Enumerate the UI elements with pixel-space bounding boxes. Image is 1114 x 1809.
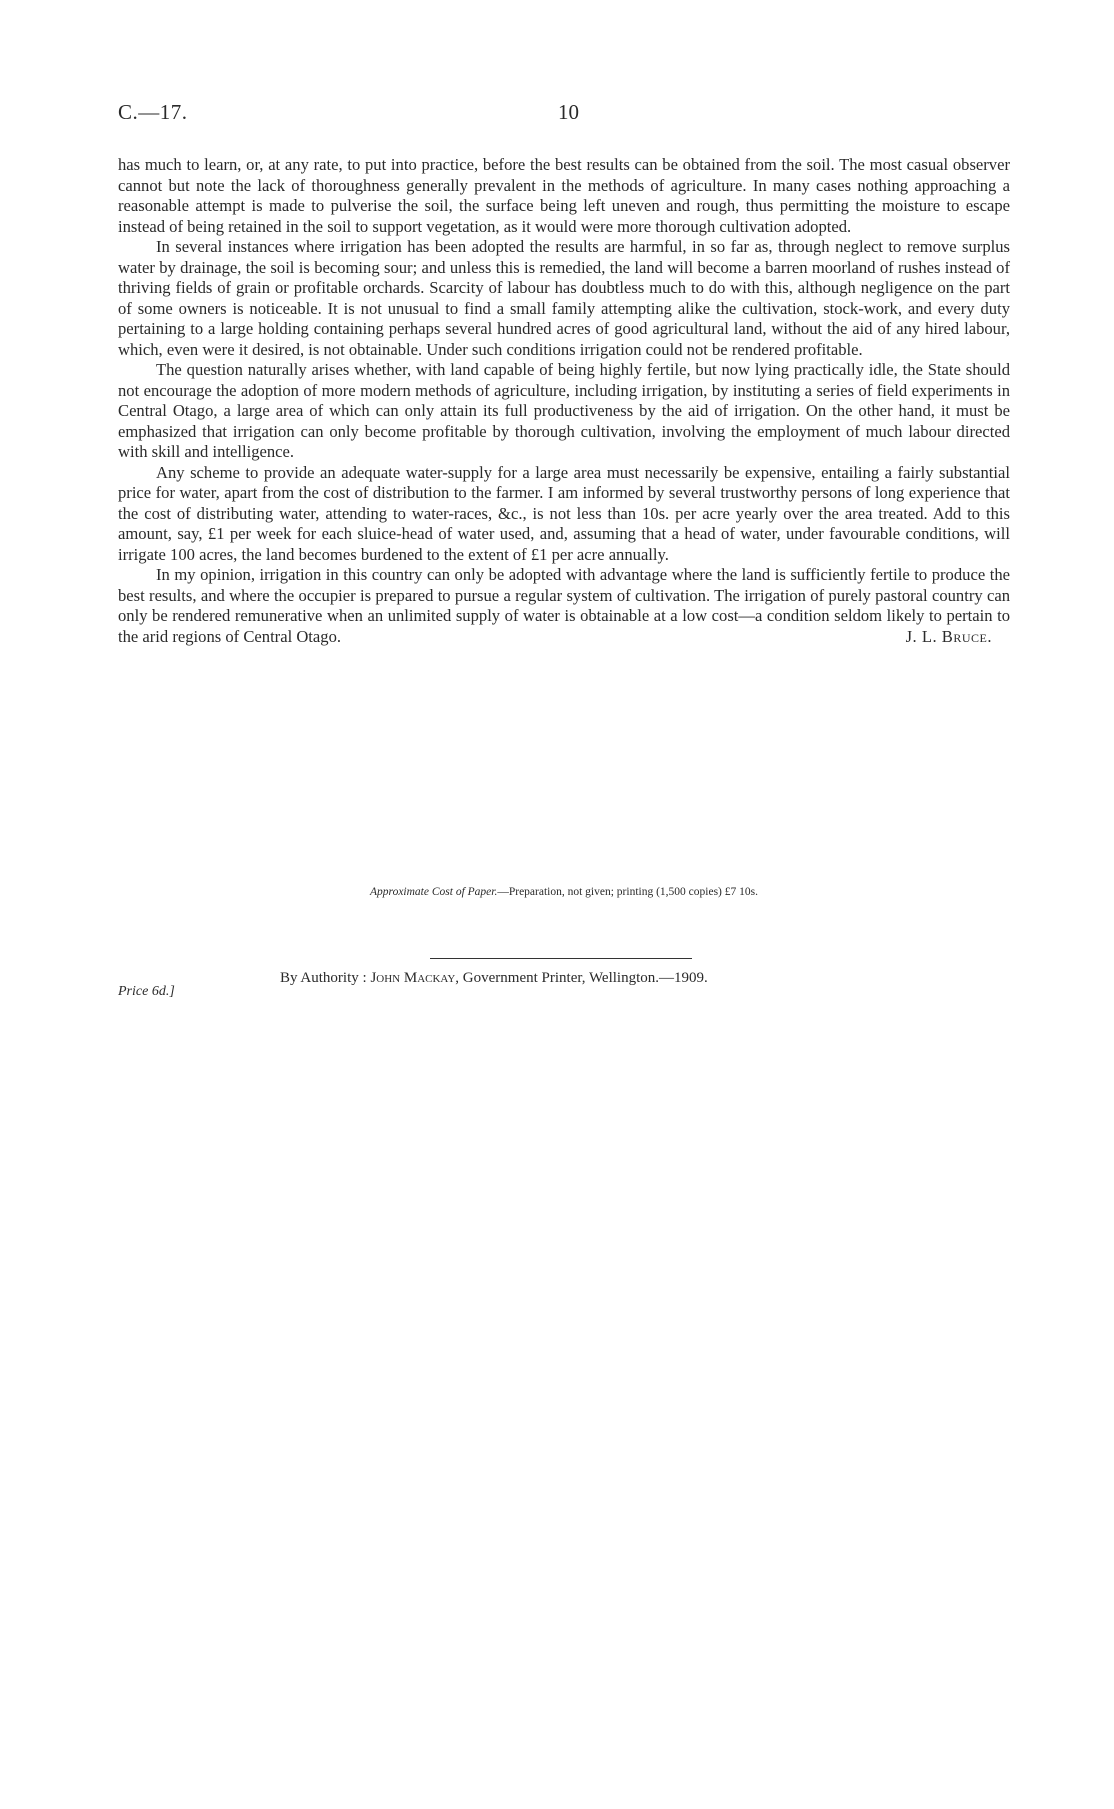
paragraph-5-text: In my opinion, irrigation in this country can only be adopted with advantage where the land is sufficiently fertile to produce the best results, and where the occupier is prepared to pursue a regular system of cultivation. The irrigation of purely pastoral country can only be rendered remunerative when an unlimited supply of water is obtainable at a low cost—a condition seldom likely to pertain to the arid regions of Central Otago. (118, 565, 1010, 646)
authority-prefix: By Authority : (280, 970, 367, 986)
paragraph-3: The question naturally arises whether, with land capable of being highly fertile, but now lying practically idle, the State should not encourage the adoption of more modern methods of agriculture, including irrigation, by instituting a series of field experiments in Central Otago, a large area of which can only attain its full productiveness by the aid of irrigation. On the other hand, it must be emphasized that irrigation can only become profitable by thorough cultivation, involving the employment of much labour directed with skill and intelligence. (118, 360, 1010, 461)
document-code: C.—17. (118, 100, 188, 124)
body-text (118, 155, 1010, 647)
divider-rule (430, 958, 692, 959)
printer-authority-line (280, 970, 708, 987)
printer-details: Government Printer, Wellington.—1909. (462, 970, 708, 986)
price-note: Price 6d.] (118, 984, 175, 999)
cost-label: Approximate Cost of Paper. (370, 886, 498, 898)
paragraph-4: Any scheme to provide an adequate water-supply for a large area must necessarily be expensive, entailing a fairly substantial price for water, apart from the cost of distribution to the farmer. I am informed by several trustworthy persons of long experience that the cost of distributing water, attending to water-races, &c., is not less than 10s. per acre yearly over the area treated. Add to this amount, say, £1 per week for each sluice-head of water used, and, assuming that a head of water, under favourable conditions, will irrigate 100 acres, the land becomes burdened to the extent of £1 per acre annually. (118, 462, 1010, 564)
page-header (118, 100, 1008, 130)
author-signature: J. L. Bruce. (905, 626, 992, 646)
cost-text: —Preparation, not given; printing (1,500 copies) £7 10s. (497, 886, 758, 898)
paragraph-5 (118, 565, 1010, 647)
paragraph-1: has much to learn, or, at any rate, to put into practice, before the best results can be obtained from the soil. The most casual observer cannot but note the lack of thoroughness generally prevalent in the methods of agriculture. In many cases nothing approaching a reasonable attempt is made to pulverise the soil, the surface being left uneven and rough, thus permitting the moisture to escape instead of being retained in the soil to support vegetation, as it would were more thorough cultivation adopted. (118, 155, 1010, 236)
printer-name: John Mackay, (370, 970, 460, 986)
cost-of-paper-note (118, 886, 1010, 898)
paragraph-2: In several instances where irrigation has been adopted the results are harmful, in so far as, through neglect to remove surplus water by drainage, the soil is becoming sour; and unless this is remedied, the land will become a barren moorland of rushes instead of thriving fields of grain or profitable orchards. Scarcity of labour has doubtless much to do with this, although negligence on the part of some owners is noticeable. It is not unusual to find a small family attempting alike the cultivation, stock-work, and every duty pertaining to a large holding containing perhaps several hundred acres of good agricultural land, without the aid of any hired labour, which, even were it desired, is not obtainable. Under such conditions irrigation could not be rendered profitable. (118, 237, 1010, 359)
page-number: 10 (558, 100, 579, 124)
